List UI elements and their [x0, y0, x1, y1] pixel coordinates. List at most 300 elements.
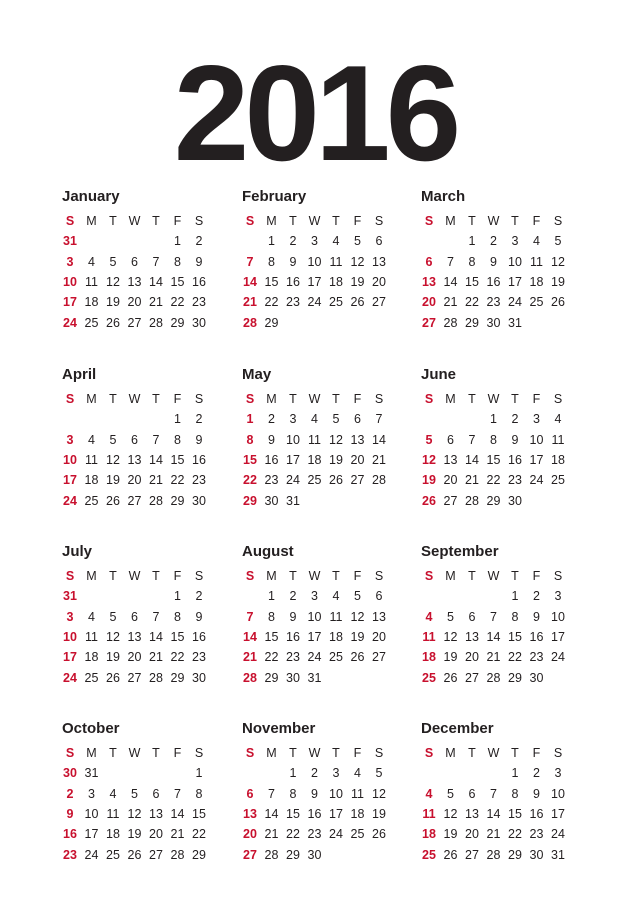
day-cell: 13 — [465, 629, 479, 644]
weekday-header: F — [532, 746, 541, 760]
day-cell: 29 — [170, 493, 185, 508]
day-cell: 27 — [465, 847, 479, 862]
day-cell: 19 — [422, 473, 436, 488]
weekday-header: M — [266, 214, 277, 228]
weekday-header: T — [332, 214, 340, 228]
day-cell: 1 — [490, 412, 497, 427]
weekday-header: S — [65, 392, 75, 406]
day-cell: 16 — [192, 629, 206, 644]
day-cell: 22 — [170, 650, 185, 665]
month-11 — [421, 720, 581, 870]
day-cell: 30 — [192, 493, 206, 508]
day-cell: 2 — [268, 412, 275, 427]
day-cell: 28 — [465, 493, 479, 508]
day-cell: 28 — [243, 670, 257, 685]
day-cell: 13 — [149, 806, 163, 821]
weekday-header: T — [511, 214, 519, 228]
day-cell: 4 — [109, 786, 117, 801]
day-cell: 1 — [246, 412, 254, 427]
day-cell: 13 — [372, 609, 386, 624]
day-cell: 19 — [372, 806, 386, 821]
day-cell: 8 — [268, 254, 275, 269]
day-cell: 15 — [486, 452, 501, 467]
day-cell: 11 — [422, 806, 436, 821]
day-cell: 25 — [551, 473, 565, 488]
month-1 — [242, 188, 402, 338]
day-cell: 8 — [195, 786, 203, 801]
day-cell: 23 — [264, 473, 279, 488]
day-cell: 21 — [243, 295, 257, 310]
day-cell: 5 — [109, 609, 117, 624]
day-cell: 12 — [443, 629, 458, 644]
day-cell: 24 — [329, 827, 343, 842]
day-cell: 3 — [332, 766, 340, 781]
day-cell: 20 — [127, 473, 142, 488]
day-cell: 26 — [127, 847, 142, 862]
day-cell: 9 — [289, 609, 297, 624]
day-cell: 26 — [443, 847, 458, 862]
day-cell: 19 — [443, 650, 458, 665]
day-cell: 13 — [350, 432, 365, 447]
weekday-header: S — [194, 746, 204, 760]
weekday-header: T — [109, 214, 117, 228]
day-cell: 15 — [264, 629, 279, 644]
day-cell: 6 — [131, 432, 138, 447]
day-cell: 12 — [350, 609, 365, 624]
weekday-header: F — [532, 392, 541, 406]
month-9 — [62, 720, 222, 870]
day-cell: 21 — [170, 827, 185, 842]
month-name: February — [242, 188, 307, 205]
day-cell: 15 — [264, 274, 279, 289]
day-cell: 22 — [264, 650, 279, 665]
weekday-header: F — [532, 214, 541, 228]
day-cell: 25 — [84, 670, 99, 685]
weekday-header: W — [128, 392, 141, 406]
day-cell: 28 — [372, 473, 386, 488]
weekday-header: S — [424, 392, 434, 406]
day-cell: 25 — [329, 295, 343, 310]
weekday-header: T — [332, 569, 340, 583]
month-name: November — [242, 720, 316, 737]
day-cell: 4 — [88, 609, 95, 624]
month-0 — [62, 188, 222, 338]
weekday-header: W — [308, 392, 321, 406]
day-cell: 31 — [286, 493, 300, 508]
day-cell: 18 — [84, 650, 99, 665]
weekday-header: W — [487, 746, 500, 760]
day-cell: 14 — [149, 274, 163, 289]
day-cell: 7 — [490, 609, 497, 624]
day-cell: 24 — [508, 295, 522, 310]
day-cell: 14 — [149, 629, 163, 644]
weekday-header: T — [511, 392, 519, 406]
day-cell: 28 — [486, 847, 501, 862]
day-cell: 3 — [311, 234, 318, 249]
day-cell: 22 — [243, 473, 257, 488]
day-cell: 23 — [192, 473, 206, 488]
weekday-header: S — [194, 392, 204, 406]
month-name: June — [421, 366, 457, 383]
weekday-header: W — [128, 569, 141, 583]
day-cell: 3 — [66, 254, 74, 269]
day-cell: 14 — [443, 274, 458, 289]
day-cell: 7 — [246, 254, 254, 269]
day-cell: 10 — [307, 609, 322, 624]
day-cell: 11 — [530, 254, 543, 269]
day-cell: 5 — [447, 786, 454, 801]
day-cell: 29 — [508, 670, 522, 685]
day-cell: 16 — [486, 274, 501, 289]
weekday-header: S — [65, 569, 75, 583]
day-cell: 9 — [490, 254, 497, 269]
day-cell: 24 — [63, 670, 77, 685]
day-cell: 16 — [508, 452, 522, 467]
year-title: 2016 — [173, 37, 457, 189]
weekday-header: F — [532, 569, 541, 583]
day-cell: 2 — [195, 234, 203, 249]
weekday-header: M — [266, 746, 277, 760]
weekday-header: W — [308, 746, 321, 760]
day-cell: 13 — [127, 452, 142, 467]
day-cell: 22 — [508, 650, 522, 665]
day-cell: 10 — [551, 786, 565, 801]
day-cell: 6 — [425, 254, 433, 269]
day-cell: 9 — [533, 609, 540, 624]
day-cell: 24 — [84, 847, 99, 862]
day-cell: 28 — [149, 493, 163, 508]
day-cell: 4 — [332, 234, 340, 249]
day-cell: 11 — [329, 254, 343, 269]
day-cell: 8 — [490, 432, 497, 447]
weekday-header: T — [152, 569, 160, 583]
day-cell: 5 — [109, 432, 117, 447]
day-cell: 18 — [329, 629, 343, 644]
day-cell: 26 — [350, 650, 365, 665]
day-cell: 31 — [63, 234, 77, 249]
day-cell: 7 — [447, 254, 454, 269]
day-cell: 6 — [152, 786, 160, 801]
day-cell: 30 — [264, 493, 279, 508]
day-cell: 14 — [170, 806, 185, 821]
day-cell: 4 — [425, 786, 433, 801]
month-3 — [62, 366, 222, 516]
weekday-header: T — [289, 214, 297, 228]
weekday-header: S — [553, 746, 563, 760]
day-cell: 8 — [511, 786, 519, 801]
day-cell: 28 — [443, 315, 458, 330]
day-cell: 31 — [84, 766, 99, 781]
day-cell: 4 — [554, 412, 562, 427]
day-cell: 4 — [88, 432, 95, 447]
day-cell: 7 — [246, 609, 254, 624]
weekday-header: S — [374, 746, 384, 760]
day-cell: 7 — [152, 254, 160, 269]
day-cell: 11 — [422, 629, 436, 644]
day-cell: 15 — [508, 806, 522, 821]
day-cell: 14 — [486, 629, 501, 644]
day-cell: 29 — [486, 493, 501, 508]
day-cell: 6 — [375, 234, 383, 249]
day-cell: 28 — [264, 847, 279, 862]
weekday-header: T — [332, 746, 340, 760]
weekday-header: F — [173, 569, 182, 583]
day-cell: 25 — [84, 493, 99, 508]
day-cell: 27 — [422, 315, 436, 330]
day-cell: 9 — [289, 254, 297, 269]
day-cell: 18 — [422, 827, 436, 842]
weekday-header: S — [245, 746, 255, 760]
weekday-header: W — [128, 746, 141, 760]
day-cell: 1 — [174, 412, 181, 427]
day-cell: 9 — [311, 786, 318, 801]
day-cell: 2 — [511, 412, 519, 427]
day-cell: 2 — [490, 234, 497, 249]
day-cell: 20 — [127, 295, 142, 310]
day-cell: 10 — [63, 629, 77, 644]
day-cell: 12 — [443, 806, 458, 821]
day-cell: 3 — [511, 234, 519, 249]
day-cell: 21 — [149, 295, 163, 310]
day-cell: 7 — [174, 786, 181, 801]
day-cell: 25 — [350, 827, 365, 842]
day-cell: 25 — [422, 670, 436, 685]
day-cell: 20 — [372, 274, 386, 289]
day-cell: 11 — [351, 786, 364, 801]
weekday-header: M — [445, 569, 456, 583]
month-4 — [242, 366, 402, 516]
day-cell: 3 — [66, 609, 74, 624]
day-cell: 19 — [350, 629, 365, 644]
day-cell: 13 — [422, 274, 436, 289]
weekday-header: T — [468, 746, 476, 760]
day-cell: 2 — [533, 766, 540, 781]
day-cell: 17 — [63, 473, 77, 488]
day-cell: 26 — [443, 670, 458, 685]
day-cell: 24 — [307, 650, 322, 665]
day-cell: 15 — [170, 629, 185, 644]
day-cell: 29 — [264, 315, 279, 330]
day-cell: 5 — [131, 786, 138, 801]
month-7 — [242, 543, 402, 693]
day-cell: 24 — [307, 295, 322, 310]
weekday-header: W — [308, 569, 321, 583]
weekday-header: S — [374, 214, 384, 228]
weekday-header: W — [487, 214, 500, 228]
day-cell: 14 — [486, 806, 501, 821]
day-cell: 28 — [149, 315, 163, 330]
weekday-header: S — [245, 569, 255, 583]
day-cell: 17 — [529, 452, 544, 467]
month-name: March — [421, 188, 466, 205]
day-cell: 22 — [508, 827, 522, 842]
day-cell: 13 — [443, 452, 458, 467]
day-cell: 15 — [286, 806, 300, 821]
day-cell: 19 — [106, 473, 120, 488]
day-cell: 24 — [551, 827, 565, 842]
day-cell: 21 — [149, 473, 163, 488]
day-cell: 1 — [268, 234, 275, 249]
day-cell: 27 — [350, 473, 365, 488]
day-cell: 7 — [468, 432, 476, 447]
day-cell: 27 — [127, 493, 142, 508]
day-cell: 6 — [447, 432, 454, 447]
weekday-header: T — [332, 392, 340, 406]
weekday-header: F — [353, 569, 362, 583]
day-cell: 10 — [63, 274, 77, 289]
day-cell: 12 — [350, 254, 365, 269]
day-cell: 2 — [195, 589, 203, 604]
day-cell: 18 — [307, 452, 322, 467]
day-cell: 17 — [508, 274, 522, 289]
weekday-header: M — [445, 746, 456, 760]
day-cell: 20 — [149, 827, 163, 842]
month-6 — [62, 543, 222, 693]
day-cell: 20 — [372, 629, 386, 644]
day-cell: 7 — [152, 432, 160, 447]
day-cell: 15 — [170, 452, 185, 467]
day-cell: 16 — [286, 274, 300, 289]
day-cell: 5 — [425, 432, 433, 447]
weekday-header: T — [511, 746, 519, 760]
day-cell: 25 — [329, 650, 343, 665]
day-cell: 9 — [268, 432, 275, 447]
day-cell: 10 — [84, 806, 99, 821]
day-cell: 13 — [372, 254, 386, 269]
weekday-header: T — [289, 569, 297, 583]
weekday-header: T — [289, 392, 297, 406]
day-cell: 5 — [109, 254, 117, 269]
day-cell: 26 — [106, 315, 120, 330]
day-cell: 19 — [329, 452, 343, 467]
day-cell: 1 — [468, 234, 476, 249]
day-cell: 17 — [286, 452, 300, 467]
weekday-header: F — [353, 392, 362, 406]
month-name: December — [421, 720, 494, 737]
day-cell: 9 — [195, 609, 203, 624]
day-cell: 28 — [149, 670, 163, 685]
weekday-header: T — [468, 569, 476, 583]
day-cell: 13 — [243, 806, 257, 821]
day-cell: 30 — [529, 670, 544, 685]
day-cell: 7 — [268, 786, 275, 801]
day-cell: 22 — [486, 473, 501, 488]
month-name: August — [242, 543, 294, 560]
day-cell: 22 — [465, 295, 479, 310]
day-cell: 1 — [289, 766, 297, 781]
weekday-header: M — [86, 746, 97, 760]
day-cell: 7 — [375, 412, 383, 427]
day-cell: 17 — [307, 274, 322, 289]
day-cell: 6 — [375, 589, 383, 604]
day-cell: 16 — [63, 827, 77, 842]
day-cell: 6 — [246, 786, 254, 801]
day-cell: 10 — [286, 432, 300, 447]
day-cell: 6 — [354, 412, 361, 427]
day-cell: 17 — [63, 650, 77, 665]
weekday-header: M — [86, 569, 97, 583]
day-cell: 12 — [127, 806, 142, 821]
weekday-header: T — [109, 569, 117, 583]
day-cell: 19 — [443, 827, 458, 842]
weekday-header: W — [128, 214, 141, 228]
day-cell: 18 — [329, 274, 343, 289]
day-cell: 8 — [511, 609, 519, 624]
day-cell: 22 — [264, 295, 279, 310]
day-cell: 6 — [468, 609, 476, 624]
day-cell: 6 — [468, 786, 476, 801]
day-cell: 12 — [106, 452, 120, 467]
day-cell: 26 — [106, 493, 120, 508]
day-cell: 13 — [465, 806, 479, 821]
day-cell: 18 — [350, 806, 365, 821]
weekday-header: S — [65, 214, 75, 228]
day-cell: 1 — [268, 589, 275, 604]
weekday-header: T — [511, 569, 519, 583]
weekday-header: T — [152, 392, 160, 406]
weekday-header: M — [86, 392, 97, 406]
day-cell: 11 — [329, 609, 343, 624]
weekday-header: T — [152, 746, 160, 760]
month-name: October — [62, 720, 120, 737]
day-cell: 14 — [243, 629, 257, 644]
day-cell: 22 — [192, 827, 206, 842]
day-cell: 21 — [264, 827, 279, 842]
day-cell: 13 — [127, 274, 142, 289]
weekday-header: S — [194, 214, 204, 228]
day-cell: 29 — [508, 847, 522, 862]
day-cell: 18 — [551, 452, 565, 467]
day-cell: 16 — [264, 452, 279, 467]
day-cell: 24 — [551, 650, 565, 665]
day-cell: 25 — [106, 847, 120, 862]
weekday-header: S — [553, 392, 563, 406]
day-cell: 30 — [508, 493, 522, 508]
day-cell: 2 — [289, 589, 297, 604]
day-cell: 21 — [372, 452, 386, 467]
day-cell: 26 — [106, 670, 120, 685]
day-cell: 18 — [529, 274, 544, 289]
day-cell: 16 — [529, 629, 544, 644]
day-cell: 3 — [311, 589, 318, 604]
day-cell: 17 — [329, 806, 343, 821]
day-cell: 12 — [422, 452, 436, 467]
weekday-header: F — [173, 746, 182, 760]
weekday-header: F — [353, 214, 362, 228]
day-cell: 16 — [192, 274, 206, 289]
day-cell: 2 — [311, 766, 318, 781]
day-cell: 7 — [152, 609, 160, 624]
day-cell: 3 — [554, 766, 562, 781]
day-cell: 22 — [170, 295, 185, 310]
day-cell: 30 — [529, 847, 544, 862]
day-cell: 20 — [243, 827, 257, 842]
day-cell: 3 — [66, 432, 74, 447]
day-cell: 11 — [308, 432, 321, 447]
weekday-header: S — [374, 392, 384, 406]
day-cell: 6 — [131, 254, 138, 269]
day-cell: 10 — [551, 609, 565, 624]
day-cell: 23 — [192, 650, 206, 665]
day-cell: 19 — [127, 827, 142, 842]
day-cell: 17 — [551, 629, 565, 644]
day-cell: 14 — [372, 432, 386, 447]
day-cell: 4 — [88, 254, 95, 269]
day-cell: 5 — [554, 234, 562, 249]
day-cell: 3 — [289, 412, 297, 427]
day-cell: 3 — [88, 786, 95, 801]
month-8 — [421, 543, 581, 693]
